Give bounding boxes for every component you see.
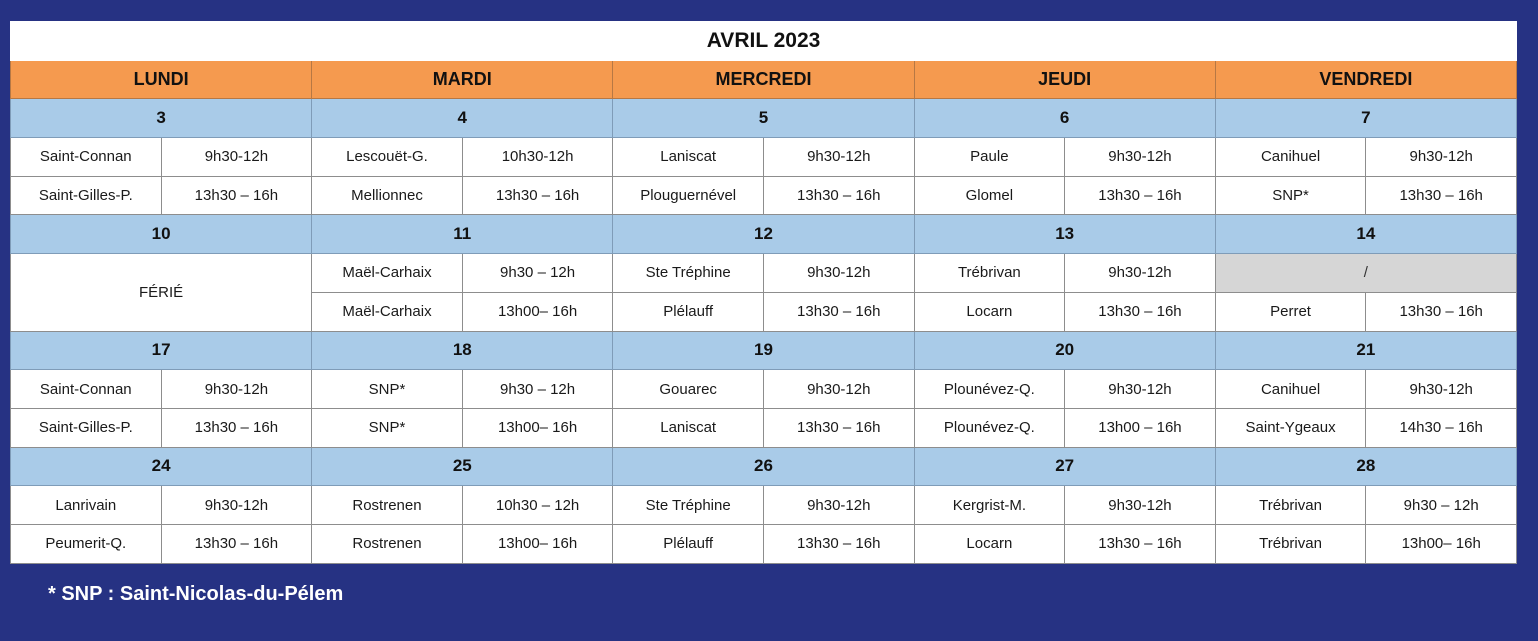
time-cell: 13h30 – 16h [1065, 524, 1216, 563]
date-row [11, 215, 1517, 254]
date-cell: 19 [613, 331, 914, 370]
date-row [11, 447, 1517, 486]
time-cell: 9h30 – 12h [462, 370, 613, 409]
place-cell: Plounévez-Q. [914, 408, 1065, 447]
time-cell: 9h30-12h [161, 370, 312, 409]
date-cell: 26 [613, 447, 914, 486]
slot-row [11, 176, 1517, 215]
place-cell: Trébrivan [1215, 486, 1366, 525]
place-cell: Saint-Ygeaux [1215, 408, 1366, 447]
time-cell: 13h00– 16h [462, 408, 613, 447]
date-cell: 12 [613, 215, 914, 254]
time-cell: 14h30 – 16h [1366, 408, 1517, 447]
date-cell: 18 [312, 331, 613, 370]
place-cell: Laniscat [613, 138, 764, 177]
place-cell: Lescouët-G. [312, 138, 463, 177]
slot-row [11, 138, 1517, 177]
date-cell: 24 [11, 447, 312, 486]
time-cell: 13h30 – 16h [1366, 176, 1517, 215]
time-cell: 13h30 – 16h [1065, 292, 1216, 331]
place-cell: Locarn [914, 292, 1065, 331]
place-cell: SNP* [1215, 176, 1366, 215]
time-cell: 13h30 – 16h [763, 524, 914, 563]
time-cell: 9h30-12h [161, 138, 312, 177]
time-cell: 9h30-12h [763, 370, 914, 409]
place-cell: Trébrivan [914, 254, 1065, 293]
day-header-tuesday: MARDI [312, 60, 613, 99]
time-cell: 9h30-12h [1065, 138, 1216, 177]
day-header-row [11, 60, 1517, 99]
place-cell: Saint-Connan [11, 370, 162, 409]
date-cell: 20 [914, 331, 1215, 370]
slot-row [11, 486, 1517, 525]
day-header-friday: VENDREDI [1215, 60, 1516, 99]
slot-row [11, 370, 1517, 409]
date-cell: 11 [312, 215, 613, 254]
place-cell: Plouguernével [613, 176, 764, 215]
place-cell: Gouarec [613, 370, 764, 409]
time-cell: 10h30 – 12h [462, 486, 613, 525]
place-cell: Locarn [914, 524, 1065, 563]
place-cell: Paule [914, 138, 1065, 177]
date-cell: 25 [312, 447, 613, 486]
time-cell: 9h30-12h [1366, 138, 1517, 177]
place-cell: Lanrivain [11, 486, 162, 525]
place-cell: Plélauff [613, 292, 764, 331]
time-cell: 13h30 – 16h [462, 176, 613, 215]
place-cell: Saint-Gilles-P. [11, 408, 162, 447]
date-cell: 21 [1215, 331, 1516, 370]
date-cell: 13 [914, 215, 1215, 254]
schedule-table [10, 21, 1517, 564]
place-cell: Ste Tréphine [613, 254, 764, 293]
time-cell: 13h00– 16h [462, 292, 613, 331]
place-cell: Perret [1215, 292, 1366, 331]
place-cell: Glomel [914, 176, 1065, 215]
time-cell: 13h30 – 16h [763, 292, 914, 331]
time-cell: 10h30-12h [462, 138, 613, 177]
place-cell: Maël-Carhaix [312, 292, 463, 331]
place-cell: Canihuel [1215, 138, 1366, 177]
closed-cell: / [1215, 254, 1516, 293]
place-cell: Canihuel [1215, 370, 1366, 409]
time-cell: 13h00– 16h [462, 524, 613, 563]
time-cell: 13h30 – 16h [1065, 176, 1216, 215]
place-cell: Saint-Gilles-P. [11, 176, 162, 215]
time-cell: 9h30-12h [763, 486, 914, 525]
place-cell: SNP* [312, 408, 463, 447]
date-row [11, 331, 1517, 370]
time-cell: 13h30 – 16h [161, 176, 312, 215]
date-cell: 17 [11, 331, 312, 370]
time-cell: 13h30 – 16h [763, 176, 914, 215]
date-cell: 10 [11, 215, 312, 254]
day-header-wednesday: MERCREDI [613, 60, 914, 99]
date-cell: 7 [1215, 99, 1516, 138]
date-cell: 6 [914, 99, 1215, 138]
date-cell: 27 [914, 447, 1215, 486]
time-cell: 13h30 – 16h [763, 408, 914, 447]
place-cell: Laniscat [613, 408, 764, 447]
place-cell: Maël-Carhaix [312, 254, 463, 293]
time-cell: 9h30 – 12h [462, 254, 613, 293]
time-cell: 13h30 – 16h [161, 524, 312, 563]
date-row [11, 99, 1517, 138]
place-cell: Ste Tréphine [613, 486, 764, 525]
time-cell: 13h00– 16h [1366, 524, 1517, 563]
time-cell: 13h30 – 16h [161, 408, 312, 447]
day-header-monday: LUNDI [11, 60, 312, 99]
date-cell: 4 [312, 99, 613, 138]
slot-row [11, 408, 1517, 447]
place-cell: Rostrenen [312, 486, 463, 525]
time-cell: 9h30-12h [1366, 370, 1517, 409]
time-cell: 9h30-12h [763, 138, 914, 177]
day-header-thursday: JEUDI [914, 60, 1215, 99]
footnote: * SNP : Saint-Nicolas-du-Pélem [48, 583, 344, 605]
time-cell: 13h00 – 16h [1065, 408, 1216, 447]
place-cell: Rostrenen [312, 524, 463, 563]
time-cell: 9h30-12h [1065, 486, 1216, 525]
place-cell: Trébrivan [1215, 524, 1366, 563]
month-title: AVRIL 2023 [11, 22, 1517, 61]
time-cell: 9h30 – 12h [1366, 486, 1517, 525]
time-cell: 9h30-12h [1065, 370, 1216, 409]
place-cell: Plélauff [613, 524, 764, 563]
place-cell: Mellionnec [312, 176, 463, 215]
place-cell: Kergrist-M. [914, 486, 1065, 525]
place-cell: SNP* [312, 370, 463, 409]
time-cell: 13h30 – 16h [1366, 292, 1517, 331]
date-cell: 5 [613, 99, 914, 138]
time-cell: 9h30-12h [1065, 254, 1216, 293]
holiday-cell: FÉRIÉ [11, 254, 312, 331]
place-cell: Plounévez-Q. [914, 370, 1065, 409]
slot-row [11, 524, 1517, 563]
date-cell: 3 [11, 99, 312, 138]
time-cell: 9h30-12h [763, 254, 914, 293]
place-cell: Peumerit-Q. [11, 524, 162, 563]
place-cell: Saint-Connan [11, 138, 162, 177]
slot-row [11, 254, 1517, 293]
time-cell: 9h30-12h [161, 486, 312, 525]
date-cell: 28 [1215, 447, 1516, 486]
date-cell: 14 [1215, 215, 1516, 254]
